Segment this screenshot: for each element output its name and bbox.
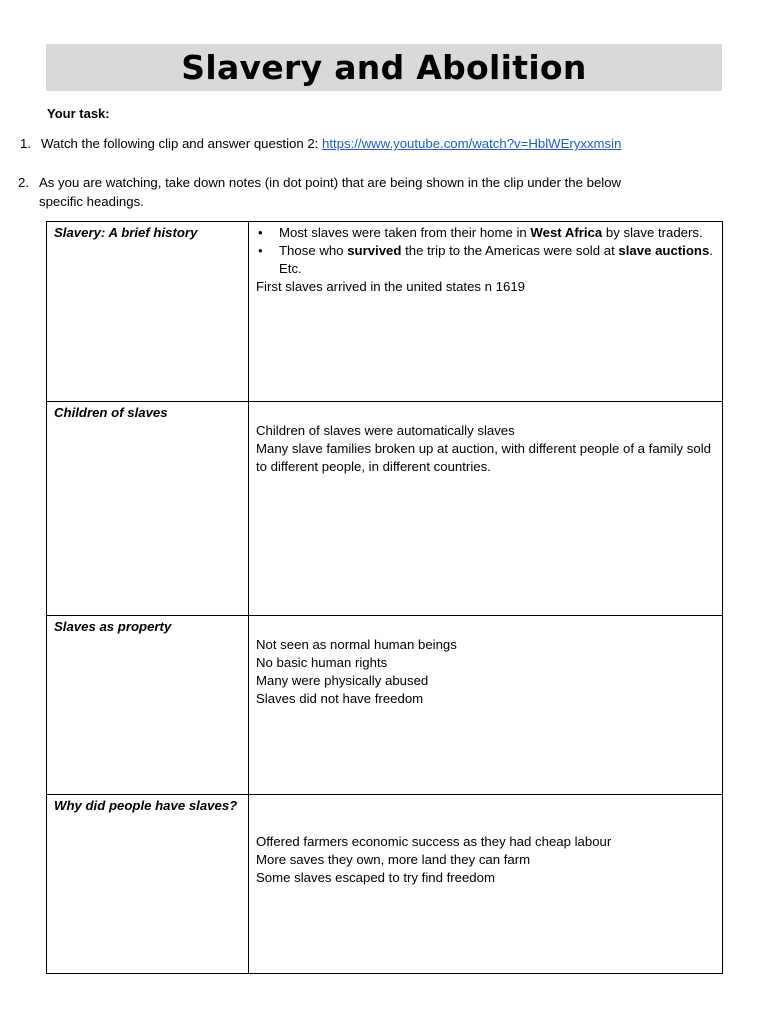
instruction-2-line-1: As you are watching, take down notes (in dot point) that are being shown in the clip under the below <box>39 175 622 190</box>
note-line: Children of slaves were automatically slaves <box>256 423 515 438</box>
instruction-1 <box>20 134 720 154</box>
note-line: First slaves arrived in the united states n 1619 <box>256 279 526 294</box>
table-row <box>47 222 723 402</box>
note-line: Slaves did not have freedom <box>256 691 424 706</box>
row-heading: Slavery: A brief history <box>47 222 249 402</box>
bullet-bold-text: survived <box>347 243 402 258</box>
instruction-text <box>41 134 621 153</box>
notes-table <box>46 221 723 974</box>
task-label: Your task: <box>47 106 110 121</box>
instruction-2 <box>18 173 718 213</box>
notes-cell[interactable] <box>249 616 723 795</box>
note-line: Some slaves escaped to try find freedom <box>256 870 495 885</box>
bullet-icon: • <box>258 225 263 240</box>
bullet-icon: • <box>258 243 263 258</box>
bullet-text: by slave traders. <box>602 225 703 240</box>
bullet-text: the trip to the Americas were sold at <box>401 243 619 258</box>
bullet-bold-text: slave auctions <box>618 243 710 258</box>
bullet-item <box>256 242 714 278</box>
row-heading: Slaves as property <box>47 616 249 795</box>
bullet-item <box>256 224 714 242</box>
instruction-1-text: Watch the following clip and answer question 2: <box>41 136 323 151</box>
table-row <box>47 795 723 974</box>
note-line: Many slave families broken up at auction, with different people of a family sold to different people, in different countries. <box>256 441 711 474</box>
row-heading: Why did people have slaves? <box>47 795 249 974</box>
bullet-text: Most slaves were taken from their home in <box>279 225 531 240</box>
table-row <box>47 616 723 795</box>
instruction-number: 1. <box>20 136 31 151</box>
table-row <box>47 402 723 616</box>
note-line: Many were physically abused <box>256 673 429 688</box>
notes-cell[interactable] <box>249 402 723 616</box>
note-line: More saves they own, more land they can farm <box>256 852 531 867</box>
instruction-2-line-2: specific headings. <box>39 194 144 209</box>
notes-cell[interactable] <box>249 795 723 974</box>
note-line: Not seen as normal human beings <box>256 637 457 652</box>
bullet-bold-text: West Africa <box>530 225 603 240</box>
youtube-link[interactable]: https://www.youtube.com/watch?v=HblWEryxxmsin <box>322 136 622 151</box>
instruction-number: 2. <box>18 175 29 190</box>
bullet-text: Those who <box>279 243 348 258</box>
note-line: No basic human rights <box>256 655 388 670</box>
title-banner <box>46 44 722 91</box>
bullet-list <box>256 224 714 278</box>
note-line: Offered farmers economic success as they had cheap labour <box>256 834 612 849</box>
bullet-text: . Etc. <box>279 243 713 276</box>
page-title: Slavery and Abolition <box>181 48 587 87</box>
row-heading: Children of slaves <box>47 402 249 616</box>
notes-cell[interactable] <box>249 222 723 402</box>
